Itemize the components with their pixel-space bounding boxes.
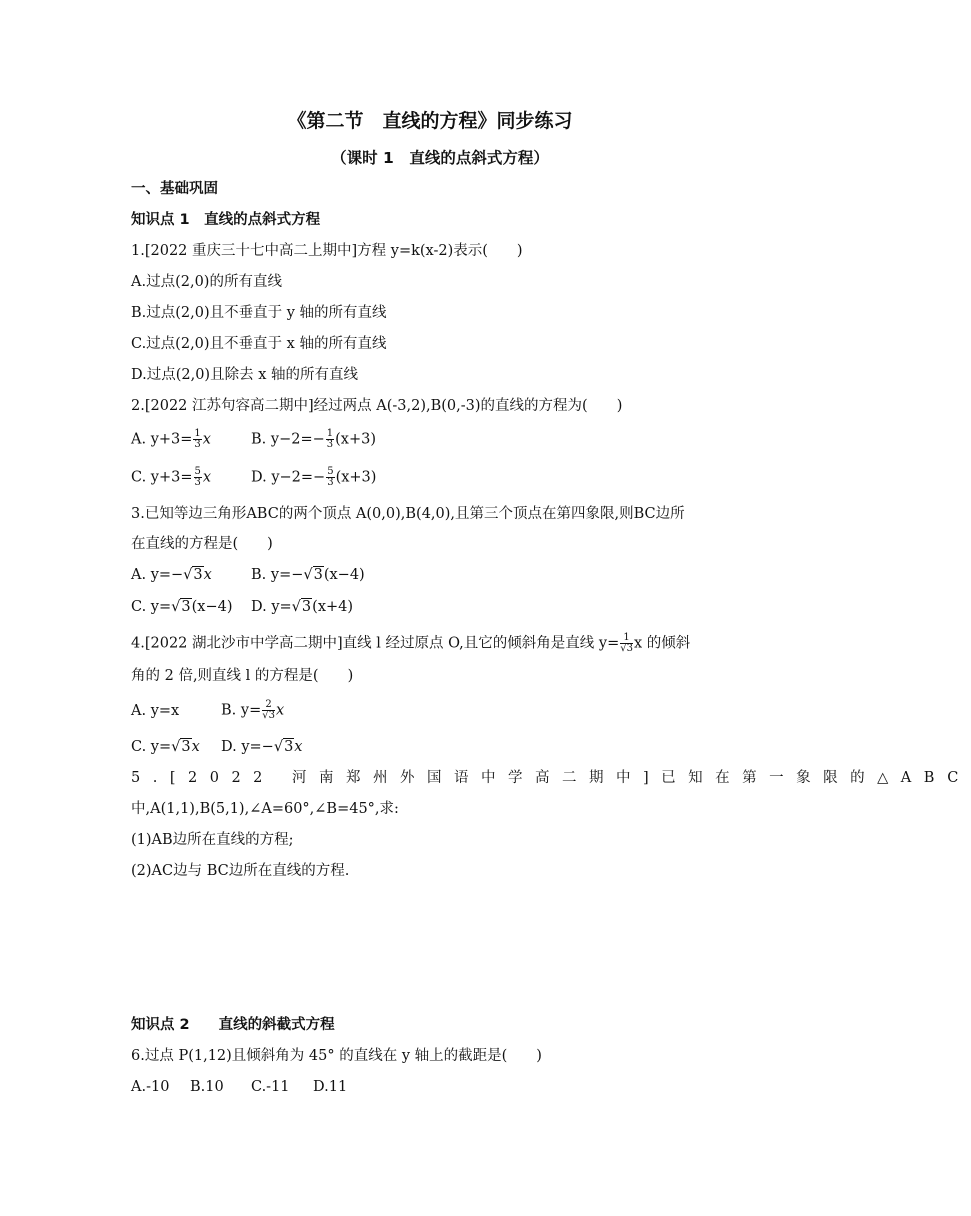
question-2-option-d: D. y−2=− $\frac{5}{3}$ (x+3) [251, 466, 377, 488]
question-1-option-b: B.过点(2,0)且不垂直于 y 轴的所有直线 [131, 305, 387, 321]
question-2-option-a: A. y+3= $\frac{1}{3}$ x [131, 428, 211, 450]
question-1-option-c: C.过点(2,0)且不垂直于 x 轴的所有直线 [131, 336, 387, 352]
question-1-stem: 1.[2022 重庆三十七中高二上期中]方程 y=k(x-2)表示( ) [131, 243, 523, 259]
question-3-option-c: C. y=√3(x−4) [131, 599, 233, 615]
knowledge-point-2: 知识点 2 直线的斜截式方程 [131, 1017, 335, 1033]
question-5-part-1: (1)AB边所在直线的方程; [131, 832, 294, 848]
question-4-option-d: D. y=−√3x [221, 739, 303, 755]
page-title: 《第二节 直线的方程》同步练习 [287, 110, 573, 132]
question-6-option-a: A.-10 [131, 1079, 170, 1095]
question-3-option-b: B. y=−√3(x−4) [251, 567, 365, 583]
section-heading: 一、基础巩固 [131, 181, 218, 197]
question-6-option-c: C.-11 [251, 1079, 290, 1095]
question-4-option-b: B. y= $\frac{2}{√3}$ x [221, 699, 285, 721]
question-5-stem-line-1: 5.[2022 河南郑州外国语中学高二期中]已知在第一象限的△ABC [131, 770, 971, 786]
question-1-option-a: A.过点(2,0)的所有直线 [131, 274, 282, 290]
question-6-stem: 6.过点 P(1,12)且倾斜角为 45° 的直线在 y 轴上的截距是( ) [131, 1048, 542, 1064]
question-6-option-b: B.10 [190, 1079, 224, 1095]
page-subtitle: （课时 1 直线的点斜式方程） [331, 149, 549, 167]
question-4-stem-line-1: 4.[2022 湖北沙市中学高二期中]直线 l 经过原点 O,且它的倾斜角是直线 y= $\frac{1}{√3}$ x 的倾斜 [131, 632, 691, 654]
question-4-option-c: C. y=√3x [131, 739, 200, 755]
question-3-option-a: A. y=−√3x [131, 567, 212, 583]
question-3-stem-line-1: 3.已知等边三角形ABC的两个顶点 A(0,0),B(4,0),且第三个顶点在第四象限,则BC边所 [131, 506, 685, 522]
question-6-option-d: D.11 [313, 1079, 348, 1095]
question-2-option-b: B. y−2=− $\frac{1}{3}$ (x+3) [251, 428, 376, 450]
question-4-option-a: A. y=x [131, 703, 180, 719]
question-1-option-d: D.过点(2,0)且除去 x 轴的所有直线 [131, 367, 358, 383]
question-2-option-c: C. y+3= $\frac{5}{3}$ x [131, 466, 212, 488]
question-3-option-d: D. y=√3(x+4) [251, 599, 354, 615]
question-5-part-2: (2)AC边与 BC边所在直线的方程. [131, 863, 350, 879]
question-5-stem-line-2: 中,A(1,1),B(5,1),∠A=60°,∠B=45°,求: [131, 801, 399, 817]
question-3-stem-line-2: 在直线的方程是( ) [131, 536, 273, 552]
knowledge-point-1: 知识点 1 直线的点斜式方程 [131, 212, 321, 228]
question-2-stem: 2.[2022 江苏句容高二期中]经过两点 A(-3,2),B(0,-3)的直线的方程为( ) [131, 398, 623, 414]
question-4-stem-line-2: 角的 2 倍,则直线 l 的方程是( ) [131, 668, 354, 684]
